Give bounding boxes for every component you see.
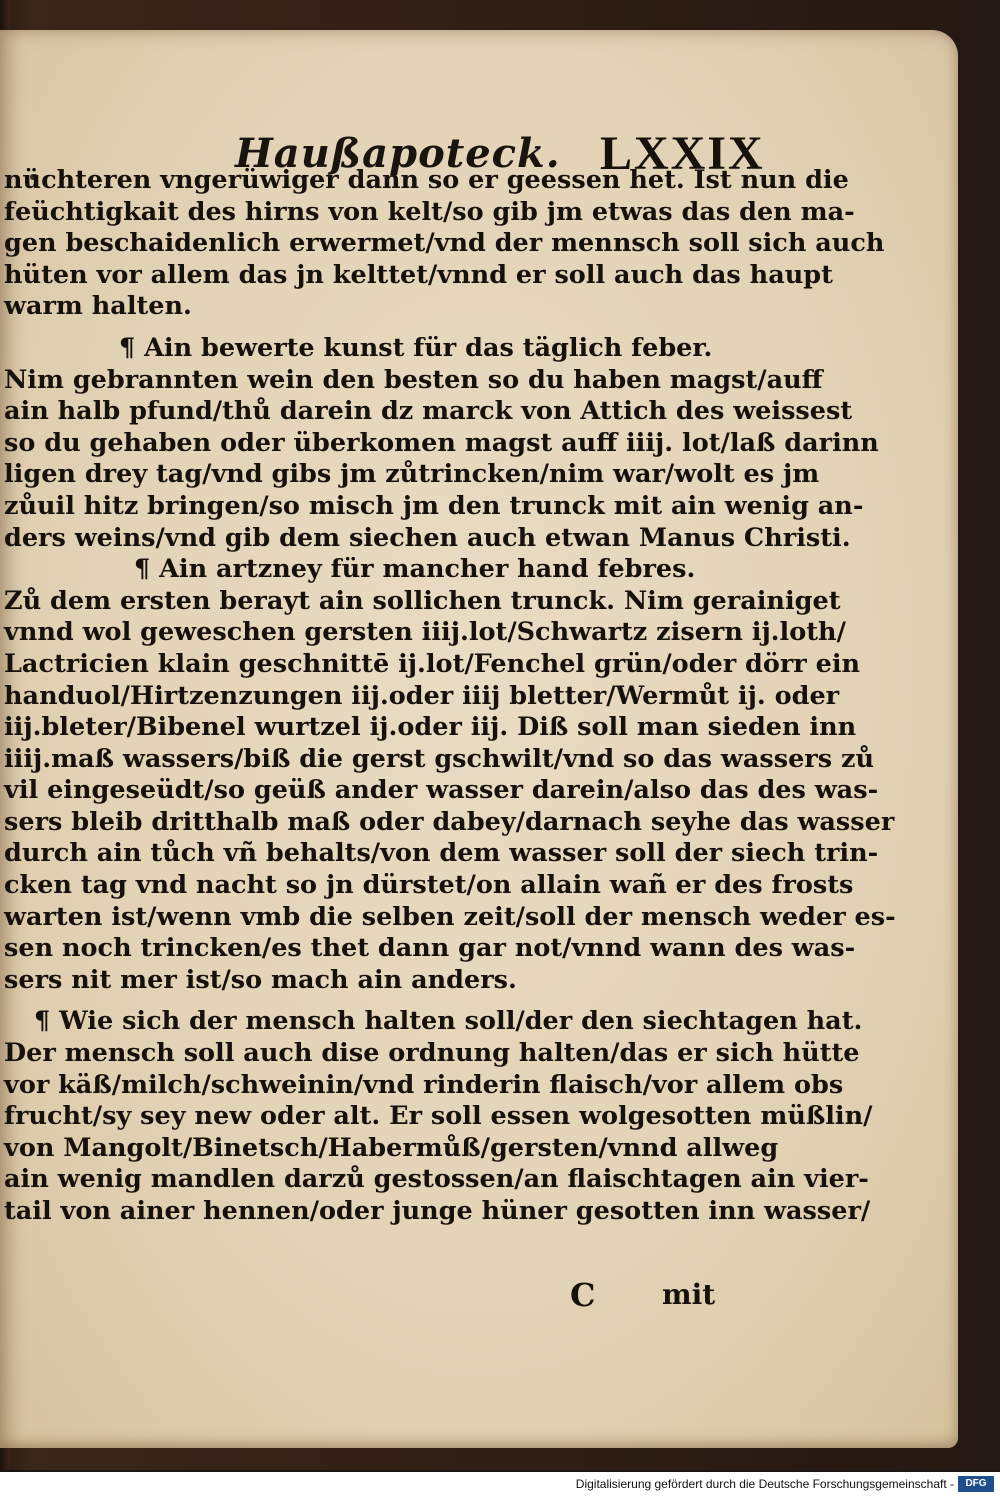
text-line: Zů dem ersten berayt ain sollichen trunck. Nim gerainiget — [4, 585, 841, 616]
text-line: sers nit mer ist/so mach ain anders. — [4, 964, 517, 995]
page-body — [4, 165, 896, 1228]
running-title: Haußapoteck. — [235, 130, 561, 177]
text-line: vnnd wol geweschen gersten iiij.lot/Schwartz zisern ij.loth/ — [4, 617, 846, 648]
text-line: Lactricien klain geschnittē ij.lot/Fenchel grün/oder dörr ein — [4, 648, 861, 679]
dfg-logo: DFG — [958, 1476, 994, 1492]
paragraph-gap — [4, 323, 764, 333]
text-line: iij.bleter/Bibenel wurtzel ij.oder iij. Diß soll man sieden inn — [4, 712, 857, 743]
text-line: vil eingeseüdt/so geüß ander wasser darein/also das des was- — [4, 775, 879, 806]
page-footer — [0, 1270, 958, 1314]
text-line: vor käß/milch/schweinin/vnd rinderin flaisch/vor allem obs — [4, 1069, 844, 1100]
text-line: ders weins/vnd gib dem siechen auch etwan Manus Christi. — [4, 522, 851, 553]
text-line: iiij.maß wassers/biß die gerst gschwilt/vnd so das wassers zů — [4, 743, 874, 774]
text-line: sers bleib dritthalb maß oder dabey/darnach seyhe das wasser — [4, 806, 895, 837]
text-line: durch ain tůch vñ behalts/von dem wasser soll der siech trin- — [4, 838, 879, 869]
section-heading: ¶ Wie sich der mensch halten soll/der den siechtagen hat. — [34, 1006, 863, 1037]
section-heading: ¶ Ain bewerte kunst für das täglich feber. — [119, 332, 713, 363]
text-line: ligen drey tag/vnd gibs jm zůtrincken/nim war/wolt es jm — [4, 459, 820, 490]
text-line: hüten vor allem das jn kelttet/vnnd er soll auch das haupt — [4, 259, 833, 290]
text-line: von Mangolt/Binetsch/Habermůß/gersten/vnnd allweg — [4, 1132, 779, 1163]
text-line: Der mensch soll auch dise ordnung halten/das er sich hütte — [4, 1038, 860, 1069]
folio-number: LXXIX — [600, 127, 765, 180]
text-line: warm halten. — [4, 291, 192, 322]
text-line: feüchtigkait des hirns von kelt/so gib jm etwas das den ma- — [4, 196, 855, 227]
text-line: handuol/Hirtzenzungen iij.oder iiij bletter/Wermůt ij. oder — [4, 680, 840, 711]
text-line: gen beschaidenlich erwermet/vnd der mennsch soll sich auch — [4, 228, 885, 259]
text-line: ain halb pfund/thů darein dz marck von Attich des weissest — [4, 396, 853, 427]
text-line: frucht/sy sey new oder alt. Er soll essen wolgesotten müßlin/ — [4, 1101, 873, 1132]
signature-mark: C — [570, 1276, 596, 1314]
catchword: mit — [662, 1278, 716, 1311]
text-line: ain wenig mandlen darzů gestossen/an flaischtagen ain vier- — [4, 1164, 869, 1195]
text-line: sen noch trincken/es thet dann gar not/vnnd wann des was- — [4, 933, 856, 964]
credit-bar — [0, 1472, 1000, 1497]
text-line: cken tag vnd nacht so jn dürstet/on allain wañ er des frosts — [4, 870, 854, 901]
text-line: nüchteren vngerüwiger dann so er geessen het. Ist nun die — [4, 165, 849, 195]
section-heading: ¶ Ain artzney für mancher hand febres. — [134, 554, 696, 585]
paragraph-gap — [4, 996, 764, 1006]
funding-credit: Digitalisierung gefördert durch die Deutsche Forschungsgemeinschaft - — [575, 1477, 954, 1491]
text-line: so du gehaben oder überkomen magst auff iiij. lot/laß darinn — [4, 427, 879, 458]
text-line: warten ist/wenn vmb die selben zeit/soll der mensch weder es- — [4, 901, 896, 932]
text-line: tail von ainer hennen/oder junge hüner gesotten inn wasser/ — [4, 1196, 871, 1226]
text-line: zůuil hitz bringen/so misch jm den trunck mit ain wenig an- — [4, 490, 864, 521]
text-line: Nim gebrannten wein den besten so du haben magst/auff — [4, 364, 823, 395]
